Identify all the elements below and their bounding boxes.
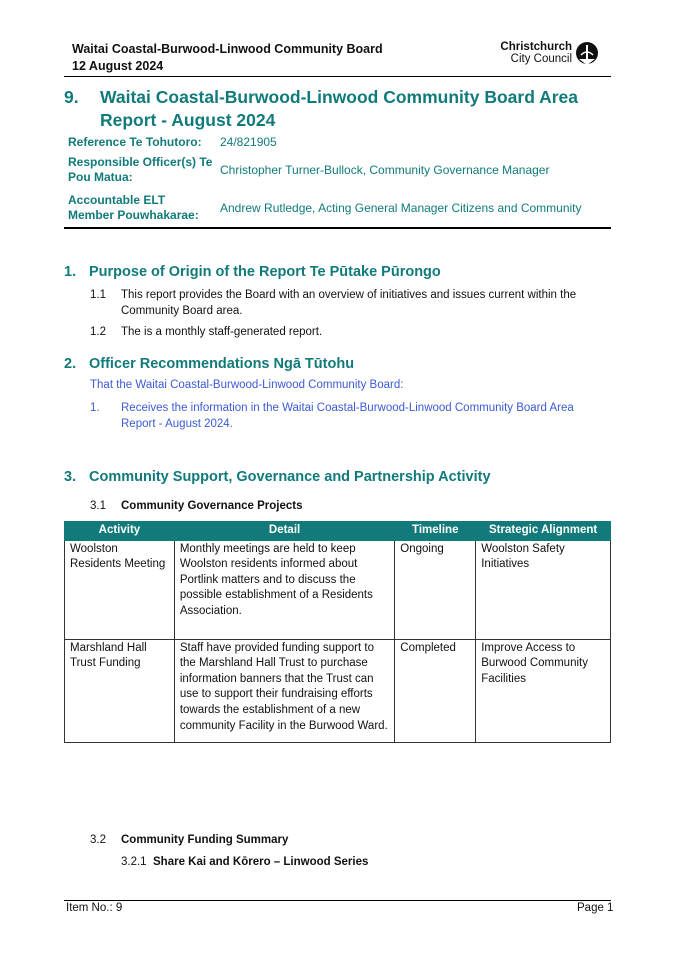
council-emblem-icon <box>575 41 599 67</box>
item-text: This report provides the Board with an overview of initiatives and issues current within the Community Board area. <box>121 289 577 317</box>
logo-line2: City Council <box>510 53 572 65</box>
activity-cell: Woolston Residents Meeting <box>65 540 175 639</box>
meta-label: Reference Te Tohutoro: <box>68 135 202 149</box>
council-logo <box>497 41 601 69</box>
section-2-heading <box>64 356 564 376</box>
column-header: Detail <box>174 522 394 541</box>
column-header: Timeline <box>395 522 476 541</box>
item-number: 1.1 <box>90 289 106 301</box>
section-number: 2. <box>64 356 77 372</box>
header-divider <box>64 76 611 77</box>
timeline-cell: Completed <box>395 639 476 742</box>
detail-cell: Monthly meetings are held to keep Woolston residents informed about Portlink matters and to discuss the possible establishment of a Residents Association. <box>174 540 394 639</box>
report-number: 9. <box>64 87 79 107</box>
footer-page-number: Page 1 <box>577 902 614 914</box>
section-title: Purpose of Origin of the Report Te Pūtake Pūrongo <box>89 264 441 280</box>
report-title: Waitai Coastal-Burwood-Linwood Community Board Area Report - August 2024 <box>100 87 579 130</box>
section-title: Officer Recommendations Ngā Tūtohu <box>89 356 355 372</box>
table-row <box>65 639 611 742</box>
subsection-number: 3.2.1 <box>121 856 147 868</box>
section-3-heading <box>64 469 604 489</box>
subsection-3-2 <box>90 834 390 850</box>
meta-value: Andrew Rutledge, Acting General Manager Citizens and Community <box>220 201 582 215</box>
meta-label: Accountable ELT Member Pouwhakarae: <box>68 193 199 222</box>
timeline-cell: Ongoing <box>395 540 476 639</box>
subsection-title: Share Kai and Kōrero – Linwood Series <box>153 856 369 868</box>
meeting-date: 12 August 2024 <box>72 59 164 73</box>
meta-label: Responsible Officer(s) Te Pou Matua: <box>68 155 213 184</box>
alignment-cell: Improve Access to Burwood Community Facilities <box>476 639 611 742</box>
subsection-3-2-1 <box>121 856 421 872</box>
meta-value: Christopher Turner-Bullock, Community Governance Manager <box>220 163 550 177</box>
section-number: 1. <box>64 264 77 280</box>
subsection-number: 3.1 <box>90 500 106 512</box>
board-name: Waitai Coastal-Burwood-Linwood Community Board <box>72 42 383 56</box>
item-text: Receives the information in the Waitai Coastal-Burwood-Linwood Community Board Area Report - August 2024. <box>121 402 574 430</box>
alignment-cell: Woolston Safety Initiatives <box>476 540 611 639</box>
report-heading <box>64 86 604 134</box>
logo-line1: Christchurch <box>500 41 572 53</box>
section-number: 3. <box>64 469 77 485</box>
meta-divider <box>64 227 611 229</box>
subsection-number: 3.2 <box>90 834 106 846</box>
item-text: The is a monthly staff-generated report. <box>121 326 323 338</box>
governance-projects-table <box>64 521 611 743</box>
column-header: Activity <box>65 522 175 541</box>
list-item <box>90 325 610 341</box>
footer-item-number: Item No.: 9 <box>66 902 123 914</box>
footer-divider <box>64 900 611 901</box>
table-row <box>65 540 611 639</box>
column-header: Strategic Alignment <box>476 522 611 541</box>
meta-value: 24/821905 <box>220 135 277 149</box>
item-number: 1. <box>90 402 100 414</box>
recommendation-intro: That the Waitai Coastal-Burwood-Linwood Community Board: <box>90 379 404 391</box>
table-header-row <box>65 522 611 541</box>
page-header <box>72 41 383 75</box>
section-title: Community Support, Governance and Partnership Activity <box>89 469 491 485</box>
section-1-heading <box>64 264 564 284</box>
subsection-title: Community Funding Summary <box>121 834 289 846</box>
list-item <box>90 288 610 320</box>
subsection-title: Community Governance Projects <box>121 500 303 512</box>
item-number: 1.2 <box>90 326 106 338</box>
recommendation-item <box>90 401 610 433</box>
activity-cell: Marshland Hall Trust Funding <box>65 639 175 742</box>
detail-cell: Staff have provided funding support to the Marshland Hall Trust to purchase information banners that the Trust can use to support their fundraising efforts towards the establishment of a new community Facility in the Burwood Ward. <box>174 639 394 742</box>
subsection-3-1 <box>90 500 390 516</box>
